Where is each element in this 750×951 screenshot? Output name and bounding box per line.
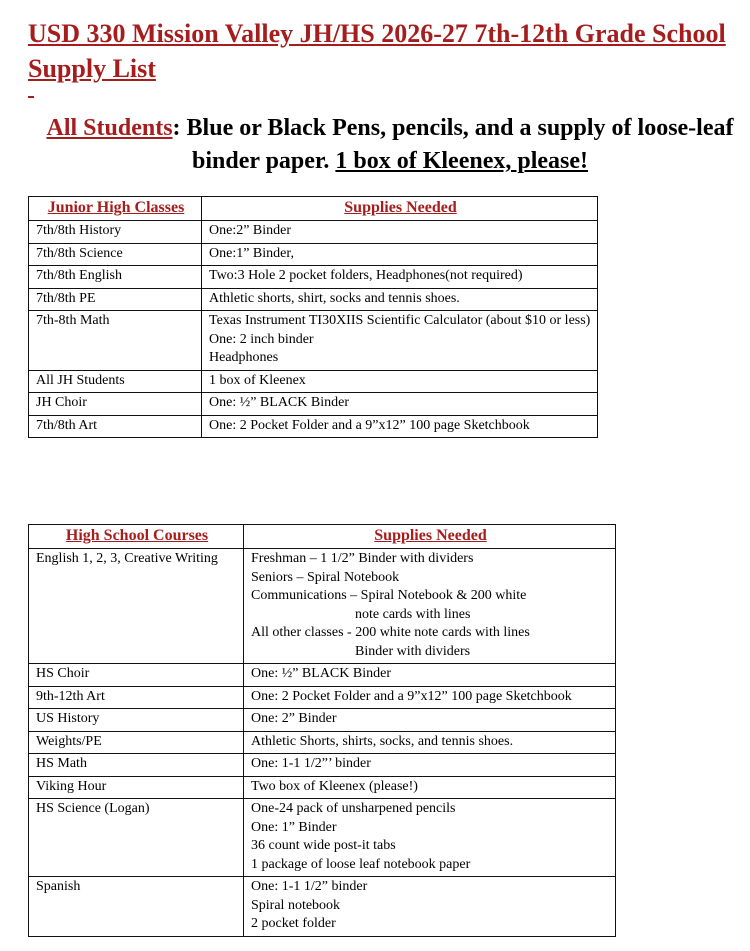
class-name-cell: 9th-12th Art — [29, 686, 244, 709]
supplies-cell — [202, 221, 598, 244]
supply-item: note cards with lines — [355, 606, 471, 622]
class-name-cell: JH Choir — [29, 393, 202, 416]
class-name-cell: 7th/8th Science — [29, 243, 202, 266]
supplies-cell — [244, 686, 616, 709]
table-header-row — [29, 197, 598, 221]
table-row — [29, 754, 616, 777]
supplies-cell — [202, 311, 598, 371]
table-row — [29, 370, 598, 393]
all-students-label: All Students — [46, 115, 173, 141]
supply-item: One: 2” Binder — [251, 711, 337, 726]
supply-item: One:1” Binder, — [209, 245, 294, 261]
class-name-cell: HS Science (Logan) — [29, 799, 244, 877]
high-school-rows — [29, 549, 616, 937]
supply-item: Seniors – Spiral Notebook — [251, 569, 400, 585]
class-name-cell: 7th-8th Math — [29, 311, 202, 371]
supply-item: Spiral notebook — [251, 897, 341, 913]
page-title: USD 330 Mission Valley JH/HS 2026-27 7th-12th Grade School Supply List — [28, 19, 726, 83]
all-students-note — [30, 112, 750, 178]
supply-item: One: ½” BLACK Binder — [251, 666, 391, 681]
table-row — [29, 709, 616, 732]
class-name-cell: All JH Students — [29, 370, 202, 393]
supply-item: One: 1-1 1/2”’ binder — [251, 756, 371, 771]
supply-item: Freshman – 1 1/2” Binder with dividers — [251, 551, 474, 566]
supply-item: 1 box of Kleenex — [209, 372, 306, 388]
supplies-cell — [202, 266, 598, 289]
class-name-cell: Weights/PE — [29, 731, 244, 754]
supply-item: Two box of Kleenex (please!) — [251, 778, 418, 794]
supply-item: All other classes - 200 white note cards with lines — [251, 625, 530, 640]
table-row — [29, 877, 616, 937]
supplies-cell — [244, 754, 616, 777]
class-name-cell: 7th/8th Art — [29, 415, 202, 438]
supplies-cell — [202, 370, 598, 393]
supply-item: One: 1-1 1/2” binder — [251, 879, 368, 894]
class-name-cell: HS Math — [29, 754, 244, 777]
supplies-cell — [244, 776, 616, 799]
supply-item: Two:3 Hole 2 pocket folders, Headphones(not required) — [209, 268, 523, 283]
table-row — [29, 288, 598, 311]
supplies-cell — [202, 243, 598, 266]
table-row — [29, 686, 616, 709]
supplies-cell — [244, 709, 616, 732]
supplies-cell — [244, 731, 616, 754]
class-name-cell: Spanish — [29, 877, 244, 937]
class-name-cell: US History — [29, 709, 244, 732]
table-row — [29, 266, 598, 289]
supplies-cell — [244, 799, 616, 877]
divider-mark — [28, 96, 34, 98]
kleenex-request: 1 box of Kleenex, please! — [335, 148, 589, 174]
column-header-supplies: Supplies Needed — [202, 197, 598, 221]
class-name-cell: Viking Hour — [29, 776, 244, 799]
class-name-cell: 7th/8th PE — [29, 288, 202, 311]
class-name-cell: 7th/8th History — [29, 221, 202, 244]
class-name-cell: 7th/8th English — [29, 266, 202, 289]
junior-high-rows — [29, 221, 598, 438]
table-header-row — [29, 525, 616, 549]
table-row — [29, 799, 616, 877]
supplies-cell — [244, 877, 616, 937]
supplies-cell — [244, 549, 616, 664]
column-header-classes: Junior High Classes — [29, 197, 202, 221]
class-name-cell: English 1, 2, 3, Creative Writing — [29, 549, 244, 664]
supplies-cell — [202, 393, 598, 416]
supply-item: One:2” Binder — [209, 223, 292, 238]
supply-item: One: 1” Binder — [251, 819, 337, 835]
table-row — [29, 221, 598, 244]
supply-item: Binder with dividers — [355, 643, 471, 659]
supply-item: Communications – Spiral Notebook & 200 white — [251, 588, 527, 603]
supplies-cell — [244, 664, 616, 687]
table-row — [29, 549, 616, 664]
table-row — [29, 243, 598, 266]
high-school-supply-table — [28, 524, 616, 937]
supply-item: Texas Instrument TI30XIIS Scientific Calculator (about $10 or less) — [209, 313, 591, 328]
supply-item: One: ½” BLACK Binder — [209, 395, 349, 410]
column-header-courses: High School Courses — [29, 525, 244, 549]
supply-item: One: 2 Pocket Folder and a 9”x12” 100 page Sketchbook — [209, 417, 530, 433]
supply-item: One: 2 inch binder — [209, 331, 314, 347]
supply-item: 1 package of loose leaf notebook paper — [251, 856, 471, 872]
supplies-cell — [202, 288, 598, 311]
supply-item: Headphones — [209, 350, 279, 365]
junior-high-supply-table — [28, 196, 598, 438]
supply-item: 2 pocket folder — [251, 916, 336, 931]
class-name-cell: HS Choir — [29, 664, 244, 687]
supply-item: One: 2 Pocket Folder and a 9”x12” 100 page Sketchbook — [251, 688, 572, 704]
table-row — [29, 415, 598, 438]
table-row — [29, 311, 598, 371]
supply-item: 36 count wide post-it tabs — [251, 838, 396, 853]
supplies-cell — [202, 415, 598, 438]
supply-item: One-24 pack of unsharpened pencils — [251, 801, 456, 816]
column-header-supplies: Supplies Needed — [244, 525, 616, 549]
all-students-text: : Blue or Black Pens, pencils, and a supply of loose-leaf binder paper. — [172, 115, 734, 174]
supply-item: Athletic Shorts, shirts, socks, and tennis shoes. — [251, 733, 514, 749]
table-row — [29, 393, 598, 416]
table-row — [29, 664, 616, 687]
table-row — [29, 731, 616, 754]
supply-item: Athletic shorts, shirt, socks and tennis shoes. — [209, 290, 460, 306]
table-row — [29, 776, 616, 799]
